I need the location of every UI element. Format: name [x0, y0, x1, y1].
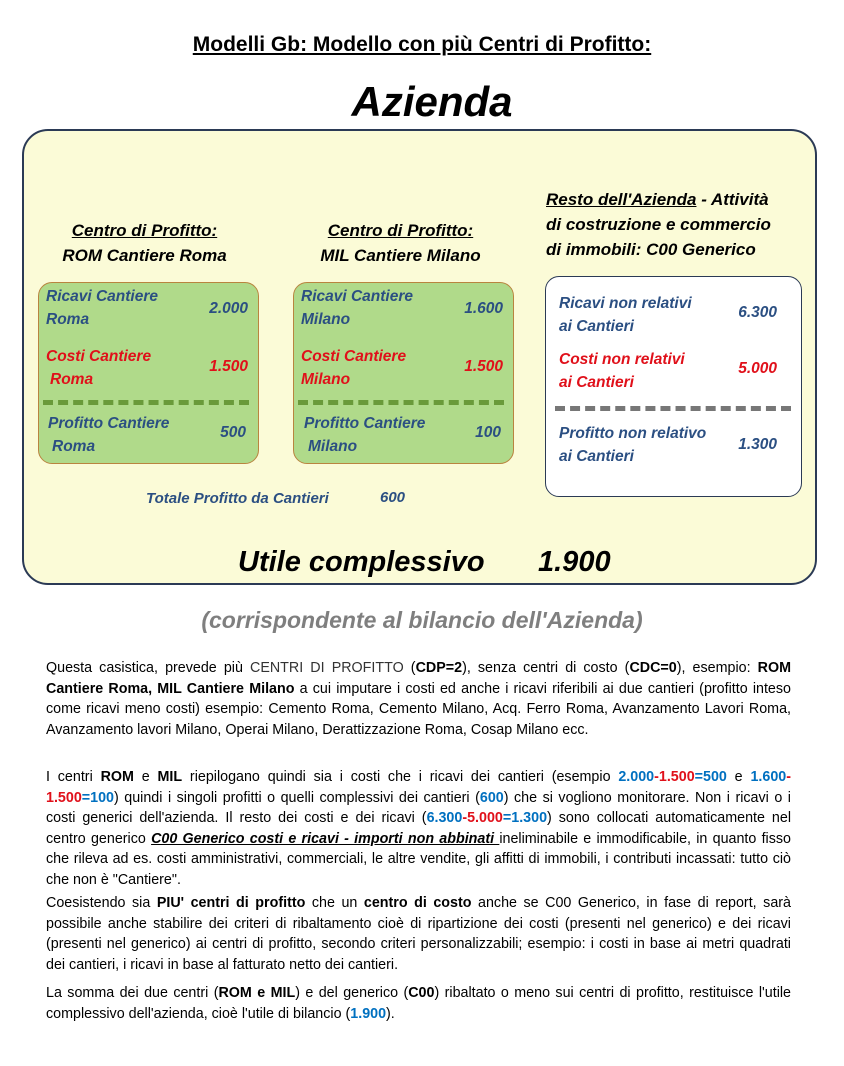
- azienda-heading: Azienda: [351, 78, 513, 125]
- paragraph-3: Coesistendo sia PIU' centri di profitto che un centro di costo anche se C00 Generico, in fase di report, sarà possibile anche stabilire dei criteri di ribaltamento cioè di ripartizione dei costi (presenti nel generico) e dei ricavi (presenti nel generico) ai centri di profitto, secondo criteri personalizzabili; esempio: i costi in base ai metri quadrati dei cantieri, i ricavi in base al fatturato netto dei cantieri.: [46, 895, 791, 973]
- rom-costi-value: 1.500: [209, 358, 248, 375]
- resto-profitto-label: Profitto non relativo ai Cantieri: [559, 425, 707, 465]
- resto-costi-value: 5.000: [738, 360, 777, 377]
- resto-header: [546, 187, 816, 262]
- rom-ricavi-value: 2.000: [209, 300, 248, 317]
- rom-box: [38, 282, 259, 464]
- mil-profitto-label: Profitto Cantiere Milano: [304, 415, 426, 455]
- rom-header-name: ROM Cantiere Roma: [62, 246, 227, 265]
- paragraph-4: La somma dei due centri (ROM e MIL) e del generico (C00) ribaltato o meno sui centri di profitto, restituisce l'utile complessivo dell'azienda, cioè l'utile di bilancio (1.900).: [46, 985, 791, 1022]
- mil-header-label: Centro di Profitto:: [327, 221, 474, 240]
- rom-header: [32, 218, 257, 268]
- resto-ricavi-label: Ricavi non relativi ai Cantieri: [559, 295, 692, 335]
- mil-divider: [298, 400, 504, 405]
- rom-costi-label: Costi Cantiere Roma: [46, 348, 152, 388]
- mil-header: [288, 218, 513, 268]
- mil-box: [293, 282, 514, 464]
- rom-profitto-value: 500: [220, 424, 246, 441]
- mil-costi-value: 1.500: [464, 358, 503, 375]
- resto-costi-label: Costi non relativi ai Cantieri: [559, 351, 685, 391]
- resto-divider: [555, 406, 791, 411]
- resto-header-underlined: Resto dell'Azienda: [546, 190, 697, 209]
- resto-ricavi-value: 6.300: [738, 304, 777, 321]
- resto-header-line3: di immobili: C00 Generico: [546, 240, 756, 259]
- utile-label: Utile complessivo: [238, 546, 485, 578]
- mil-ricavi-value: 1.600: [464, 300, 503, 317]
- resto-box: [545, 276, 802, 497]
- totale-profitto-label: Totale Profitto da Cantieri: [146, 490, 329, 507]
- resto-profitto-value: 1.300: [738, 436, 777, 453]
- paragraph-1: Questa casistica, prevede più CENTRI DI PROFITTO (CDP=2), senza centri di costo (CDC=0), esempio: ROM Cantiere Roma, MIL Cantiere Milano a cui imputare i costi ed anche i ricavi riferibili ai due cantieri (profitto inteso come ricavi meno costi) esempio: Cemento Roma, Cemento Milano, Acq. Ferro Roma, Avanzamento Lavori Roma, Avanzamento lavori Milano, Operai Milano, Derattizzazione Roma, Cosap Milano ecc.: [46, 660, 792, 738]
- mil-costi-label: Costi Cantiere Milano: [301, 348, 407, 388]
- mil-ricavi-label: Ricavi Cantiere Milano: [301, 288, 413, 328]
- resto-header-rest: - Attività: [696, 190, 769, 209]
- page-title: Modelli Gb: Modello con più Centri di Profitto:: [192, 33, 652, 56]
- rom-header-label: Centro di Profitto:: [71, 221, 218, 240]
- mil-header-name: MIL Cantiere Milano: [320, 246, 481, 265]
- paragraph-2: I centri ROM e MIL riepilogano quindi sia i costi che i ricavi dei cantieri (esempio 2.000-1.500=500 e 1.600-1.500=100) quindi i singoli profitti o quelli complessivi dei cantieri (600) che si vogliono monitorare. Non i ricavi o i costi generici dell'azienda. Il resto dei costi e dei ricavi (6.300-5.000=1.300) sono collocati automaticamente nel centro generico C00 Generico costi e ricavi - importi non abbinati ineliminabile e immodificabile, in quanto fisso che rileva ad es. costi amministrativi, commerciali, le altre vendite, gli affitti di immobili, i contributi incassati: tutto ciò che non è "Cantiere".: [46, 769, 791, 888]
- rom-divider: [43, 400, 249, 405]
- totale-profitto-value: 600: [380, 489, 406, 506]
- corrispondente-note: (corrispondente al bilancio dell'Azienda): [201, 607, 643, 633]
- mil-profitto-value: 100: [475, 424, 501, 441]
- rom-profitto-label: Profitto Cantiere Roma: [48, 415, 170, 455]
- rom-ricavi-label: Ricavi Cantiere Roma: [46, 288, 158, 328]
- utile-value: 1.900: [538, 546, 611, 578]
- resto-header-line2: di costruzione e commercio: [546, 215, 771, 234]
